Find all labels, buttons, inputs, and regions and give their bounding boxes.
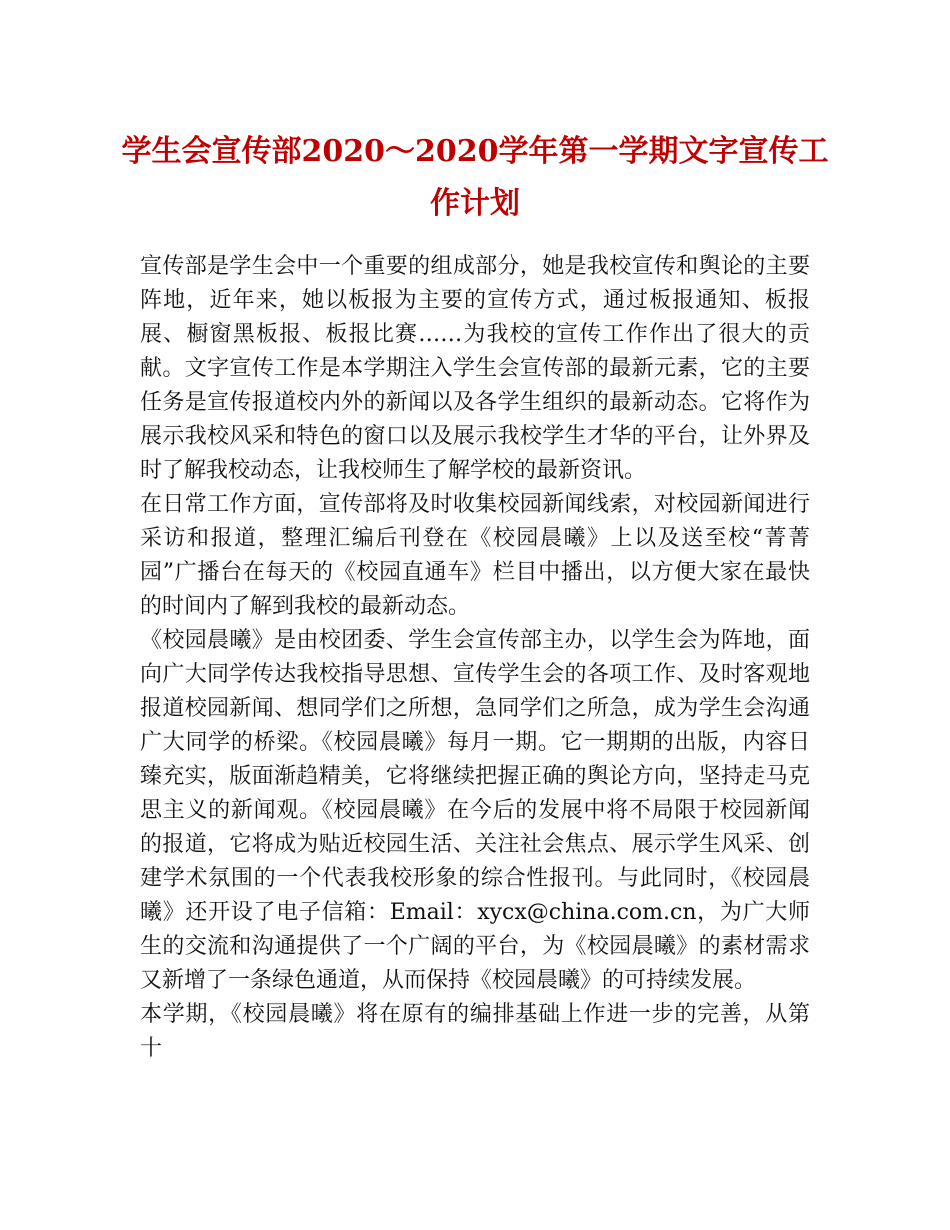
paragraph-1: 宣传部是学生会中一个重要的组成部分，她是我校宣传和舆论的主要阵地，近年来，她以板报为主要的宣传方式，通过板报通知、板报展、橱窗黑板报、板报比赛……为我校的宣传工作作出了很大的贡献。文字宣传工作是本学期注入学生会宣传部的最新元素，它的主要任务是宣传报道校内外的新闻以及各学生组织的最新动态。它将作为展示我校风采和特色的窗口以及展示我校学生才华的平台，让外界及时了解我校动态，让我校师生了解学校的最新资讯。 bbox=[140, 254, 810, 483]
document-title: 学生会宣传部2020～2020学年第一学期文字宣传工作计划 bbox=[121, 134, 829, 221]
paragraph-2: 在日常工作方面，宣传部将及时收集校园新闻线索，对校园新闻进行采访和报道，整理汇编后刊登在《校园晨曦》上以及送至校“菁菁园”广播台在每天的《校园直通车》栏目中播出，以方便大家在最快的时间内了解到我校的最新动态。 bbox=[140, 492, 810, 619]
document-body bbox=[140, 250, 810, 1066]
paragraph-4: 本学期，《校园晨曦》将在原有的编排基础上作进一步的完善，从第十 bbox=[140, 1002, 810, 1061]
paragraph-3: 《校园晨曦》是由校团委、学生会宣传部主办，以学生会为阵地，面向广大同学传达我校指导思想、宣传学生会的各项工作、及时客观地报道校园新闻、想同学们之所想，急同学们之所急，成为学生会沟通广大同学的桥梁。《校园晨曦》每月一期。它一期期的出版，内容日臻充实，版面渐趋精美，它将继续把握正确的舆论方向，坚持走马克思主义的新闻观。《校园晨曦》在今后的发展中将不局限于校园新闻的报道，它将成为贴近校园生活、关注社会焦点、展示学生风采、创建学术氛围的一个代表我校形象的综合性报刊。与此同时，《校园晨曦》还开设了电子信箱：Email：xycx@china.com.cn，为广大师生的交流和沟通提供了一个广阔的平台，为《校园晨曦》的素材需求又新增了一条绿色通道，从而保持《校园晨曦》的可持续发展。 bbox=[140, 628, 810, 993]
